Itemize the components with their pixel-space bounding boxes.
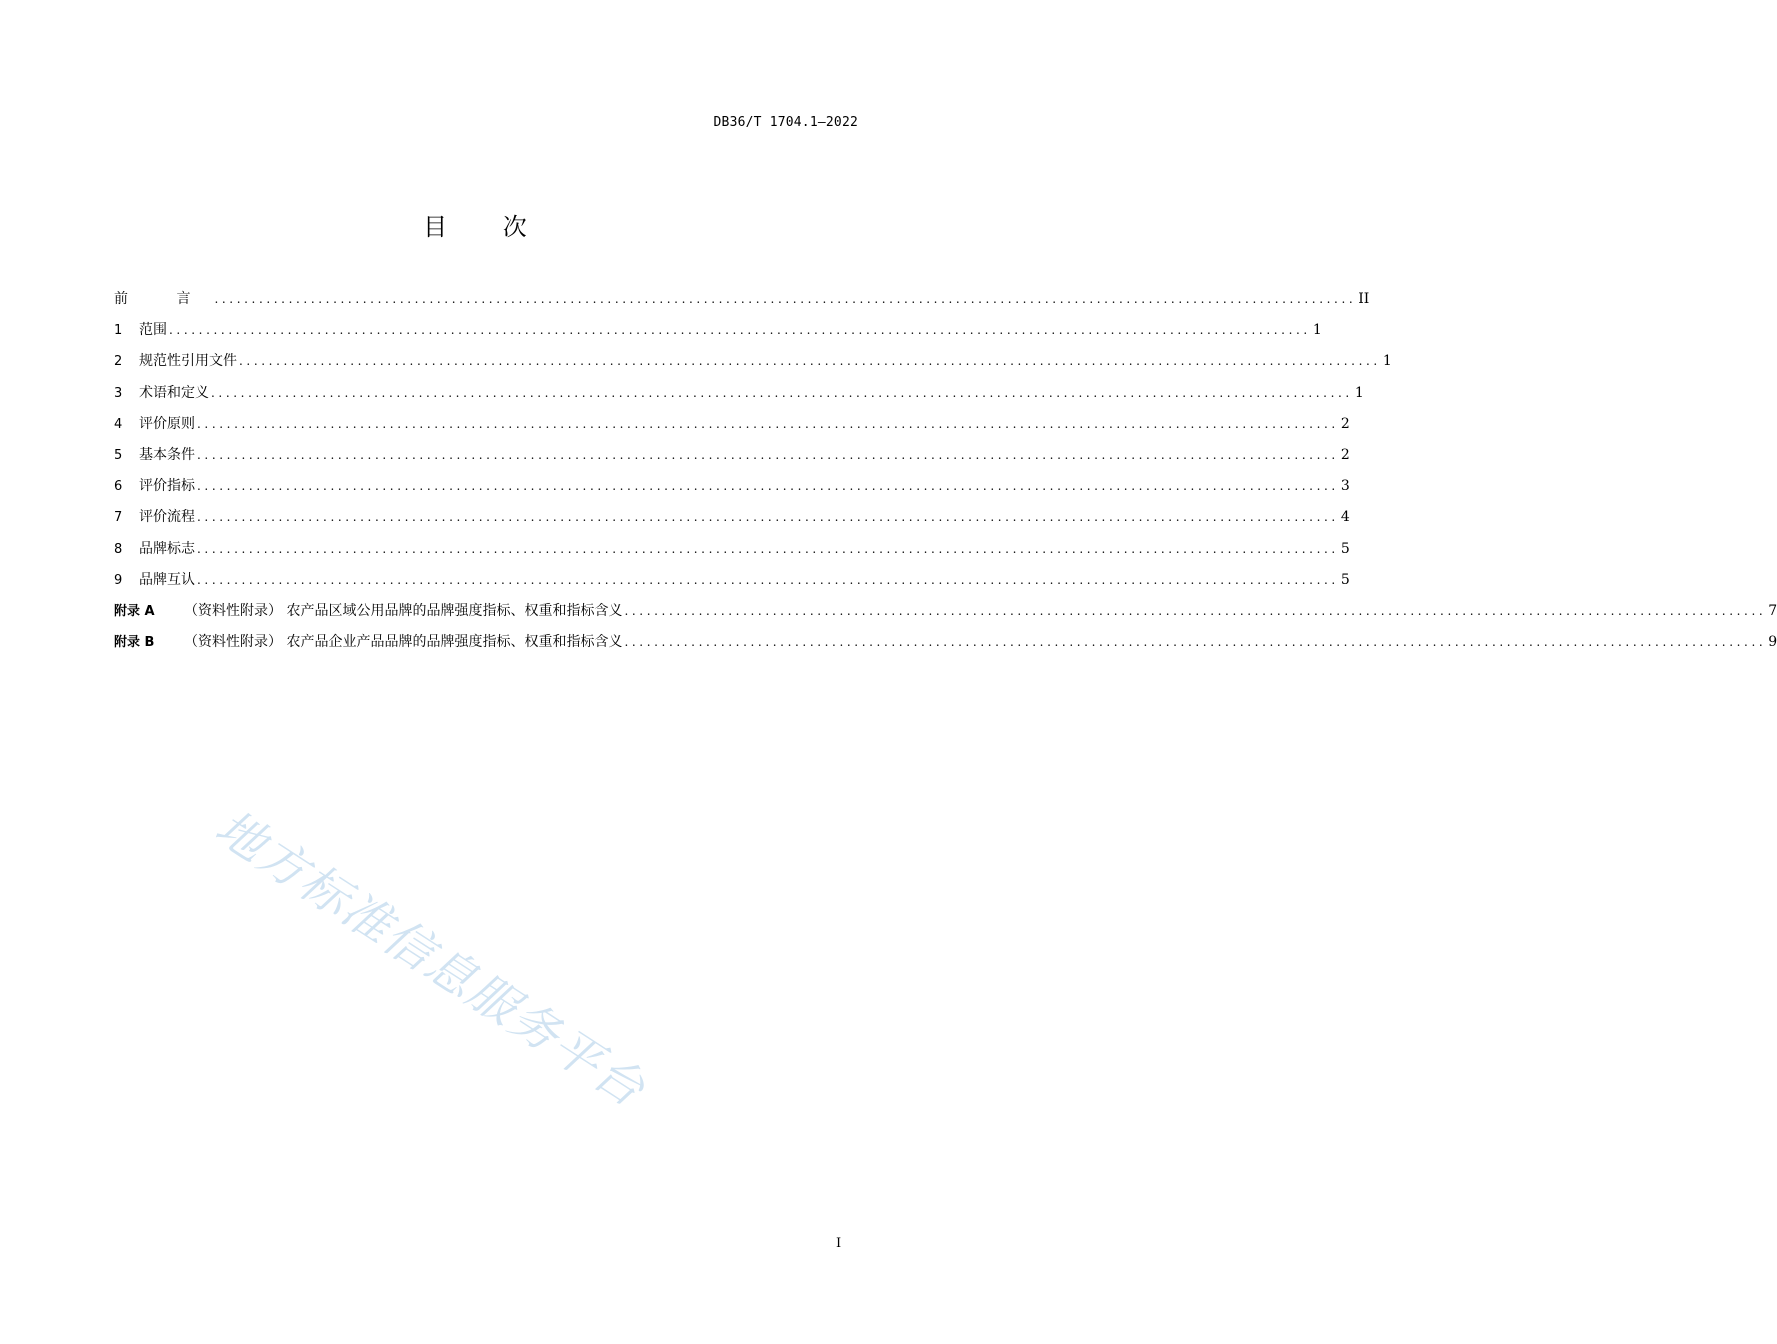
toc-page-number: II (1358, 291, 1370, 307)
toc-page-number: 5 (1340, 540, 1350, 557)
toc-page-number: 3 (1340, 478, 1350, 495)
toc-entry-text: 前 言 (114, 291, 213, 307)
toc-entry-text: 基本条件 (139, 446, 195, 463)
toc-entry-7[interactable] (114, 502, 1350, 533)
toc-leader-dots: .......................................................................................................................................................... (239, 354, 1381, 369)
toc-entry-number: 附录 B (114, 635, 155, 651)
toc-entry-number: 6 (114, 479, 123, 495)
toc-leader-dots: .......................................................................................................................................................... (624, 635, 1767, 650)
toc-page-number: 2 (1340, 415, 1350, 432)
toc-entry-text: 品牌标志 (139, 540, 195, 557)
toc-leader-dots: .......................................................................................................................................................... (197, 447, 1339, 462)
document-code: DB36/T 1704.1—2022 (713, 115, 858, 130)
toc-entry-number: 1 (114, 323, 123, 339)
toc-entry-text: 品牌互认 (139, 571, 195, 588)
toc-page-number: 1 (1312, 322, 1322, 339)
toc-entry-5[interactable] (114, 440, 1350, 471)
toc-entry-number: 7 (114, 510, 123, 526)
toc-entry-text: 评价流程 (139, 509, 195, 526)
toc-leader-dots: .......................................................................................................................................................... (197, 572, 1339, 587)
toc-entry-number: 附录 A (114, 603, 155, 619)
toc-page-number: 1 (1354, 384, 1364, 401)
toc-entry-text: 范围 (139, 322, 167, 339)
toc-entry-text: （资料性附录） 农产品企业产品品牌的品牌强度指标、权重和指标含义 (184, 634, 623, 651)
toc-entry-text: （资料性附录） 农产品区域公用品牌的品牌强度指标、权重和指标含义 (184, 602, 623, 619)
toc-entry-text: 评价原则 (139, 415, 195, 432)
toc-entry-2[interactable] (114, 346, 1392, 377)
toc-entry-number: 4 (114, 416, 123, 432)
toc-page-number: 5 (1340, 571, 1350, 588)
toc-leader-dots: .......................................................................................................................................................... (197, 416, 1339, 431)
toc-leader-dots: .......................................................................................................................................................... (197, 510, 1339, 525)
toc-entry-number: 5 (114, 447, 123, 463)
toc-entry-foreword[interactable] (114, 284, 1370, 315)
toc-leader-dots: .......................................................................................................................................................... (211, 385, 1353, 400)
toc-entry-number: 8 (114, 541, 123, 557)
toc-entry-4[interactable] (114, 409, 1350, 440)
toc-page-number: 2 (1340, 446, 1350, 463)
toc-leader-dots: .......................................................................................................................................................... (624, 603, 1767, 618)
toc-entry-text: 规范性引用文件 (139, 353, 237, 370)
toc-page-number: 9 (1768, 634, 1777, 651)
toc-page-number: 1 (1382, 353, 1392, 370)
toc-leader-dots: .......................................................................................................................................................... (169, 323, 1311, 338)
toc-page-number: 7 (1768, 602, 1777, 619)
toc-leader-dots: .......................................................................................................................................................... (197, 541, 1339, 556)
toc-leader-dots: .......................................................................................................................................................... (214, 292, 1357, 306)
toc-entry-9[interactable] (114, 565, 1350, 596)
toc-entry-text: 评价指标 (139, 478, 195, 495)
toc-entry-number: 9 (114, 572, 123, 588)
toc-entry-8[interactable] (114, 534, 1350, 565)
table-of-contents (114, 284, 1777, 658)
toc-leader-dots: .......................................................................................................................................................... (197, 479, 1339, 494)
toc-entry-text: 术语和定义 (139, 384, 209, 401)
watermark-text: 地方标准信息服务平台 (205, 799, 656, 1119)
page-title: 目 次 (423, 213, 551, 241)
toc-entry-appendix-b[interactable] (114, 627, 1777, 658)
toc-entry-number: 2 (114, 354, 123, 370)
toc-entry-3[interactable] (114, 378, 1364, 409)
toc-page-number: 4 (1340, 509, 1350, 526)
toc-entry-6[interactable] (114, 471, 1350, 502)
toc-entry-appendix-a[interactable] (114, 596, 1777, 627)
page-number: I (836, 1236, 842, 1251)
toc-entry-1[interactable] (114, 315, 1322, 346)
toc-entry-number: 3 (114, 385, 123, 401)
